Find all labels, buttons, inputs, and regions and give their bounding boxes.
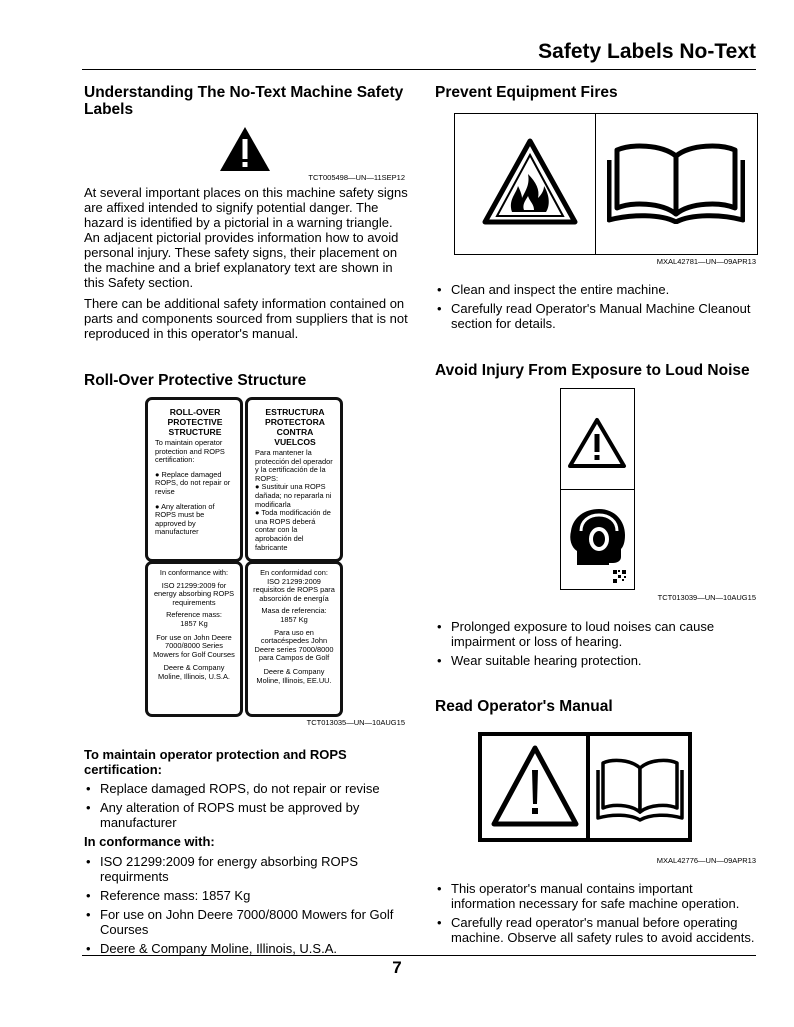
rops-en-conformance: In conformance with: — [159, 568, 229, 577]
rops-en-iso: ISO 21299:2009 for energy absorbing ROPS requirements — [153, 580, 235, 607]
list-item: • ISO 21299:2009 for energy absorbing ROPS requirments — [84, 854, 404, 884]
manual-heading: Read Operator's Manual — [435, 698, 613, 715]
fires-label — [454, 113, 758, 255]
rops-label-es-bottom — [245, 561, 343, 717]
fire-warning-icon — [482, 138, 578, 226]
rops-es-conformance: En conformidad con: — [260, 568, 328, 577]
rops-es-bullet-1: ● Sustituir una ROPS dañada; no repararla ni modificarla — [255, 482, 332, 509]
list-item: • Deere & Company Moline, Illinois, U.S.A. — [84, 941, 404, 956]
rops-en-company: Deere & Company Moline, Illinois, U.S.A. — [158, 663, 230, 681]
warning-triangle-icon — [218, 125, 272, 173]
list-item: • This operator's manual contains important information necessary for safe machine operation. — [435, 881, 760, 911]
rops-label — [145, 397, 343, 717]
list-item: • Wear suitable hearing protection. — [435, 653, 760, 668]
rops-es-bullet-2: ● Toda modificación de una ROPS deberá contar con la aprobación del fabricante — [255, 508, 331, 552]
rops-es-title: ESTRUCTURA PROTECTORA CONTRA VUELCOS — [264, 407, 325, 447]
rops-label-es-top — [245, 397, 343, 562]
rops-label-en-top — [145, 397, 243, 562]
manual-label-divider — [586, 736, 590, 838]
rops-en-use: For use on John Deere 7000/8000 Series Mowers for Golf Courses — [153, 632, 235, 659]
manual-list — [435, 881, 760, 949]
rops-label-en-bottom — [145, 561, 243, 717]
understanding-paragraph-2: There can be additional safety information contained on parts and components sourced from suppliers that is not reproduced in this operator's manual. — [84, 296, 408, 341]
rops-es-use: Para uso en cortacéspedes John Deere series 7000/8000 para Campos de Golf — [254, 627, 334, 663]
fires-heading-wrap — [435, 84, 765, 101]
rops-en-mass-label: Reference mass: — [166, 610, 222, 620]
hearing-protection-icon — [567, 507, 629, 567]
rops-en-bullet-1: ● Replace damaged ROPS, do not repair or revise — [155, 469, 231, 496]
fires-caption: MXAL42781—UN—09APR13 — [656, 257, 756, 266]
conformance-list — [84, 854, 404, 956]
understanding-heading: Understanding The No-Text Machine Safety Labels — [84, 84, 404, 118]
rops-en-mass: 1857 Kg — [180, 618, 208, 628]
warning-triangle-icon — [490, 744, 580, 830]
rops-heading-wrap — [84, 372, 414, 389]
list-item: • Carefully read operator's manual before operating machine. Observe all safety rules to avoid accidents. — [435, 915, 760, 945]
rops-en-intro: To maintain operator protection and ROPS certification: — [155, 438, 225, 465]
rops-en-bullet-2: ● Any alteration of ROPS must be approved by manufacturer — [155, 501, 215, 537]
noise-label — [560, 388, 635, 590]
list-item: • For use on John Deere 7000/8000 Mowers for Golf Courses — [84, 907, 404, 937]
list-item: • Replace damaged ROPS, do not repair or revise — [84, 781, 384, 796]
understanding-section — [84, 84, 414, 118]
rops-es-intro: Para mantener la protección del operador y la certificación de la ROPS: — [255, 448, 333, 483]
rops-es-iso: ISO 21299:2009 requisitos de ROPS para absorción de energía — [253, 576, 335, 603]
list-item: • Carefully read Operator's Manual Machine Cleanout section for details. — [435, 301, 760, 331]
understanding-caption: TCT005498—UN—11SEP12 — [308, 173, 405, 182]
noise-heading-wrap — [435, 362, 765, 379]
list-item: • Any alteration of ROPS must be approved by manufacturer — [84, 800, 384, 830]
manual-caption: MXAL42776—UN—09APR13 — [656, 856, 756, 865]
rops-es-company: Deere & Company Moline, Illinois, EE.UU. — [256, 666, 332, 685]
maintain-heading: To maintain operator protection and ROPS certification: — [84, 747, 347, 777]
rops-en-title: ROLL-OVER PROTECTIVE STRUCTURE — [167, 407, 223, 437]
fires-list — [435, 282, 760, 335]
noise-list — [435, 619, 760, 672]
maintain-list — [84, 781, 384, 830]
warning-triangle-icon — [567, 417, 627, 469]
noise-heading: Avoid Injury From Exposure to Loud Noise — [435, 362, 750, 379]
list-item: • Prolonged exposure to loud noises can cause impairment or loss of hearing. — [435, 619, 760, 649]
qr-code-icon — [612, 569, 627, 584]
understanding-paragraph-1: At several important places on this machine safety signs are affixed intended to signify potential danger. The hazard is identified by a pictorial in a warning triangle. An adjacent pictorial provides information how to avoid personal injury. These safety signs, their placement on the machine and a brief explanatory text are shown in this Safety section. — [84, 185, 408, 290]
open-book-icon — [607, 142, 745, 224]
list-item: • Clean and inspect the entire machine. — [435, 282, 760, 297]
page-title: Safety Labels No-Text — [538, 40, 756, 63]
manual-heading-wrap — [435, 698, 765, 715]
open-book-icon — [596, 756, 684, 822]
rops-heading: Roll-Over Protective Structure — [84, 372, 307, 389]
rops-caption: TCT013035—UN—10AUG15 — [306, 718, 405, 727]
rops-text — [84, 747, 414, 960]
noise-label-divider — [561, 489, 634, 490]
rops-es-mass-label: Masa de referencia: — [261, 606, 327, 616]
understanding-body — [84, 185, 408, 341]
list-item: • Reference mass: 1857 Kg — [84, 888, 404, 903]
page-number: 7 — [392, 958, 402, 977]
fires-heading: Prevent Equipment Fires — [435, 84, 618, 101]
rops-es-mass: 1857 Kg — [280, 614, 308, 624]
noise-caption: TCT013039—UN—10AUG15 — [657, 593, 756, 602]
title-rule — [82, 69, 756, 70]
manual-label — [478, 732, 692, 842]
fires-label-left — [455, 114, 596, 254]
conformance-heading: In conformance with: — [84, 834, 215, 849]
